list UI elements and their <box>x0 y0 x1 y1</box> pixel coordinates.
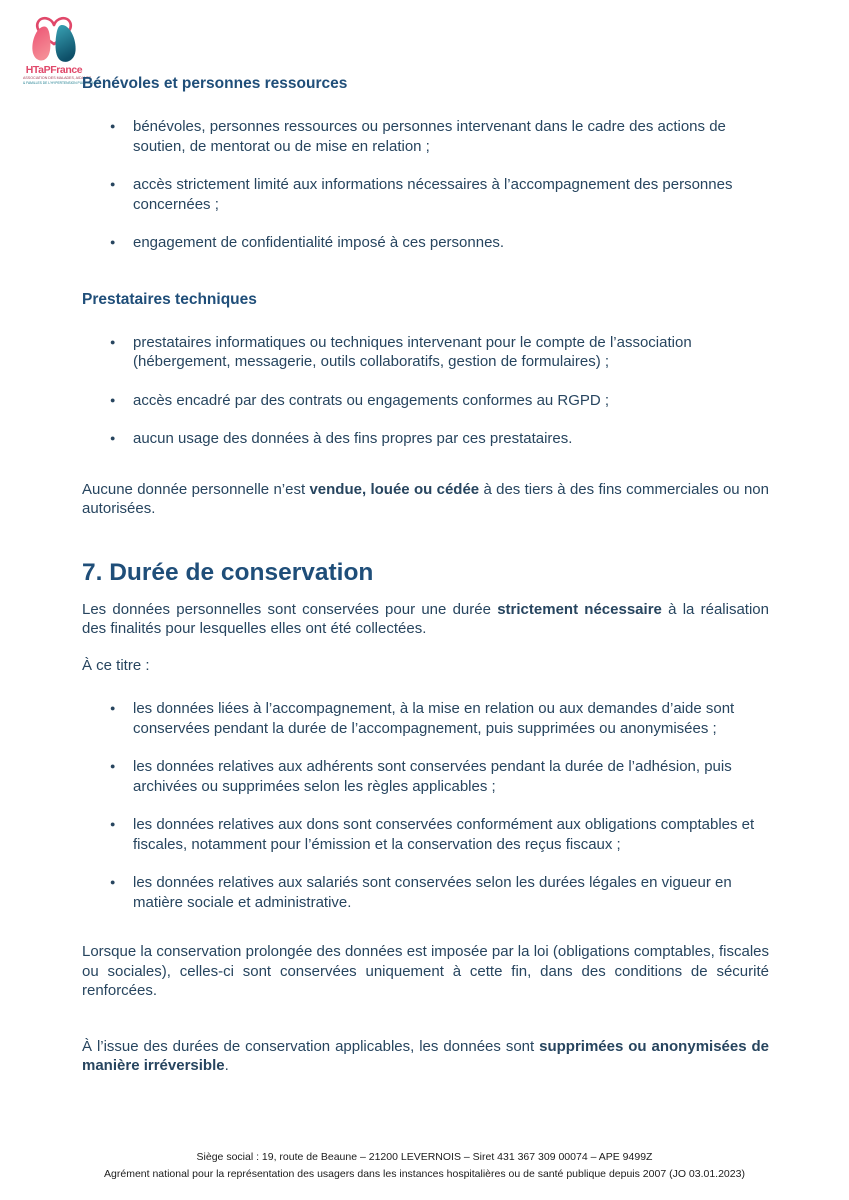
bullet-text: accès encadré par des contrats ou engagements conformes au RGPD ; <box>133 391 610 409</box>
paragraph-bold-text: vendue, louée ou cédée <box>309 480 480 498</box>
heading-prestataires: Prestataires techniques <box>82 290 257 308</box>
bullet-icon: ● <box>110 121 116 131</box>
bullet-text: accès strictement limité aux informations nécessaires à l’accompagnement des personnes concernées ; <box>133 176 733 213</box>
bullet-icon: ● <box>110 819 116 829</box>
document-body <box>82 74 769 1076</box>
bullet-icon: ● <box>110 179 116 189</box>
bullet-text: prestataires informatiques ou techniques intervenant pour le compte de l’association (hébergement, messagerie, outils collaboratifs, gestion de formulaires) ; <box>133 333 692 370</box>
bullet-icon: ● <box>110 433 116 443</box>
list-item <box>82 175 769 214</box>
bullet-text: les données relatives aux adhérents sont conservées pendant la durée de l’adhésion, puis archivées ou supprimées selon les règles applicables ; <box>133 758 732 795</box>
paragraph-a-ce-titre: À ce titre : <box>82 656 150 674</box>
bullet-icon: ● <box>110 703 116 713</box>
list-item <box>82 391 769 411</box>
paragraph-retention-intro <box>82 600 769 639</box>
heart-lungs-icon <box>23 13 85 63</box>
list-item <box>82 699 769 738</box>
section-7-title: 7. Durée de conservation <box>82 558 374 586</box>
bullet-text: les données relatives aux dons sont conservées conformément aux obligations comptables et fiscales, notamment pour l’émission et la conservation des reçus fiscaux ; <box>133 816 755 853</box>
list-item <box>82 815 769 854</box>
bullet-text: aucun usage des données à des fins propres par ces prestataires. <box>133 430 573 447</box>
list-item <box>82 429 769 449</box>
association-logo <box>23 13 100 85</box>
paragraph-text: À l’issue des durées de conservation applicables, les données sont <box>82 1037 540 1055</box>
paragraph-no-sale <box>82 480 769 519</box>
list-item <box>82 873 769 912</box>
bullet-text: bénévoles, personnes ressources ou personnes intervenant dans le cadre des actions de soutien, de mentorat ou de mise en relation ; <box>133 118 726 155</box>
paragraph-text: à la réalisation des finalités pour lesquelles elles ont été collectées. <box>82 600 769 637</box>
bullet-text: engagement de confidentialité imposé à ces personnes. <box>133 234 505 251</box>
bullet-text: les données relatives aux salariés sont conservées selon les durées légales en vigueur en matière sociale et administrative. <box>133 874 732 911</box>
paragraph-text: . <box>224 1057 229 1074</box>
prestataires-bullet-list <box>82 333 769 449</box>
bullet-icon: ● <box>110 877 116 887</box>
paragraph-legal-retention: Lorsque la conservation prolongée des données est imposée par la loi (obligations comptables, fiscales ou sociales), celles-ci sont conservées uniquement à cette fin, dans des conditions de sécurité renforcées. <box>82 943 769 999</box>
list-item <box>82 757 769 796</box>
page-footer <box>0 1149 849 1183</box>
benevoles-bullet-list <box>82 117 769 253</box>
paragraph-bold-text: strictement nécessaire <box>497 600 662 618</box>
footer-address-line: Siège social : 19, route de Beaune – 21200 LEVERNOIS – Siret 431 367 309 00074 – APE 9499Z <box>196 1151 653 1163</box>
paragraph-text: à des tiers à des fins commerciales ou non autorisées. <box>82 480 769 517</box>
paragraph-text: Aucune donnée personnelle n’est <box>82 480 310 498</box>
list-item <box>82 117 769 156</box>
retention-bullet-list <box>82 699 769 912</box>
paragraph-deletion <box>82 1037 769 1076</box>
logo-title: HTaPFrance <box>25 64 83 76</box>
footer-agrement-line: Agrément national pour la représentation des usagers dans les instances hospitalières ou de santé publique depuis 2007 (JO 03.01.2023) <box>104 1168 745 1180</box>
bullet-text: les données liées à l’accompagnement, à la mise en relation ou aux demandes d’aide sont conservées pendant la durée de l’accompagnement, puis supprimées ou anonymisées ; <box>133 700 735 737</box>
paragraph-text: Les données personnelles sont conservées pour une durée <box>82 600 498 618</box>
logo-tagline-2: & FAMILLES DE L’HYPERTENSION PULMONAIRE <box>23 80 100 85</box>
list-item <box>82 233 769 253</box>
bullet-icon: ● <box>110 394 116 405</box>
bullet-icon: ● <box>110 237 116 247</box>
logo-tagline-1: ASSOCIATION DES MALADES, AIDANTS <box>23 76 92 80</box>
heading-benevoles: Bénévoles et personnes ressources <box>82 75 348 92</box>
bullet-icon: ● <box>110 761 116 771</box>
bullet-icon: ● <box>110 336 116 347</box>
paragraph-bold-text: supprimées ou anonymisées de manière irréversible <box>82 1037 770 1074</box>
list-item <box>82 333 769 372</box>
